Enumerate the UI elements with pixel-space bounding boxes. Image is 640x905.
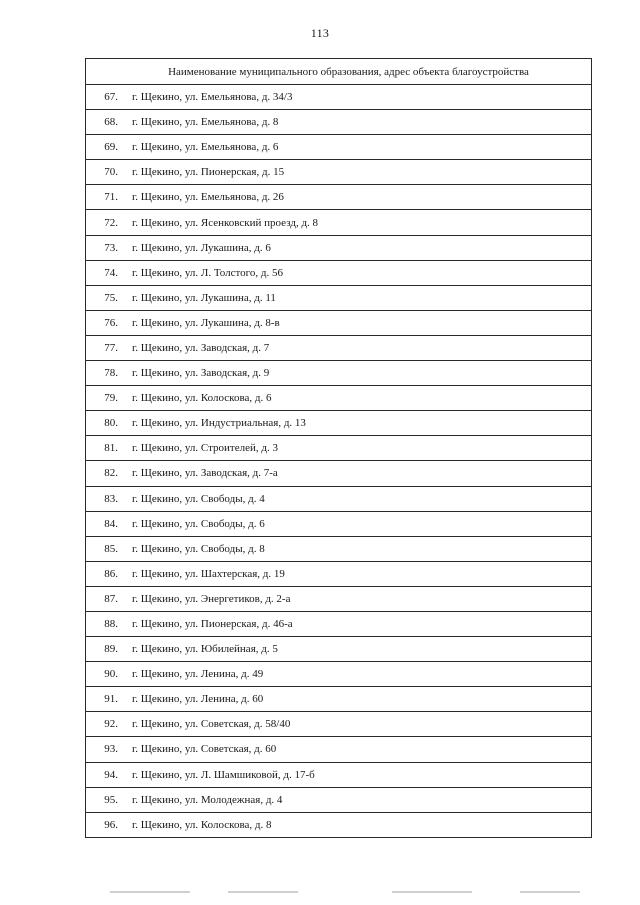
row-number: 84. (104, 517, 118, 530)
table-body (86, 85, 591, 838)
table-row (86, 210, 591, 235)
table-header-label: Наименование муниципального образования, адрес объекта благоустройства (168, 65, 529, 78)
row-address: г. Щекино, ул. Советская, д. 58/40 (132, 718, 291, 731)
row-address: г. Щекино, ул. Л. Шамшиковой, д. 17-б (132, 768, 315, 781)
table-row (86, 763, 591, 788)
row-number: 83. (104, 492, 118, 505)
row-address: г. Щекино, ул. Юбилейная, д. 5 (132, 643, 278, 656)
row-address: г. Щекино, ул. Свободы, д. 6 (132, 517, 265, 530)
table-row (86, 637, 591, 662)
table-row (86, 788, 591, 813)
table-row (86, 160, 591, 185)
table-row (86, 336, 591, 361)
table-row (86, 361, 591, 386)
table-row (86, 135, 591, 160)
row-number: 71. (104, 191, 118, 204)
row-number: 74. (104, 266, 118, 279)
row-address: г. Щекино, ул. Лукашина, д. 6 (132, 241, 271, 254)
row-number: 89. (104, 643, 118, 656)
row-number: 91. (104, 693, 118, 706)
row-number: 78. (104, 367, 118, 380)
row-address: г. Щекино, ул. Колоскова, д. 6 (132, 392, 272, 405)
row-number: 88. (104, 618, 118, 631)
row-address: г. Щекино, ул. Заводская, д. 7 (132, 341, 270, 354)
row-number: 90. (104, 668, 118, 681)
row-address: г. Щекино, ул. Свободы, д. 4 (132, 492, 265, 505)
table-row (86, 662, 591, 687)
table-row (86, 286, 591, 311)
row-address: г. Щекино, ул. Ясенковский проезд, д. 8 (132, 216, 319, 229)
row-address: г. Щекино, ул. Ленина, д. 60 (132, 693, 264, 706)
row-number: 87. (104, 592, 118, 605)
table-row (86, 712, 591, 737)
page-number: 113 (310, 26, 330, 40)
table-row (86, 813, 591, 838)
row-number: 85. (104, 542, 118, 555)
table-header (86, 59, 591, 85)
row-number: 70. (104, 166, 118, 179)
row-number: 80. (104, 417, 118, 430)
table-row (86, 185, 591, 210)
row-address: г. Щекино, ул. Емельянова, д. 26 (132, 191, 284, 204)
row-number: 76. (104, 316, 118, 329)
row-address: г. Щекино, ул. Емельянова, д. 6 (132, 141, 279, 154)
table-row (86, 261, 591, 286)
row-address: г. Щекино, ул. Пионерская, д. 15 (132, 166, 285, 179)
address-table (85, 58, 592, 838)
row-address: г. Щекино, ул. Индустриальная, д. 13 (132, 417, 306, 430)
footer-scan-marks (0, 891, 640, 897)
row-address: г. Щекино, ул. Энергетиков, д. 2-а (132, 592, 291, 605)
row-number: 67. (104, 91, 118, 104)
row-number: 94. (104, 768, 118, 781)
row-address: г. Щекино, ул. Пионерская, д. 46-а (132, 618, 293, 631)
table-row (86, 411, 591, 436)
row-address: г. Щекино, ул. Емельянова, д. 34/3 (132, 91, 293, 104)
row-number: 81. (104, 442, 118, 455)
table-row (86, 587, 591, 612)
row-number: 68. (104, 116, 118, 129)
row-address: г. Щекино, ул. Шахтерская, д. 19 (132, 567, 285, 580)
table-row (86, 110, 591, 135)
row-address: г. Щекино, ул. Лукашина, д. 8-в (132, 316, 280, 329)
row-number: 77. (104, 341, 118, 354)
row-address: г. Щекино, ул. Л. Толстого, д. 56 (132, 266, 283, 279)
row-address: г. Щекино, ул. Заводская, д. 7-а (132, 467, 278, 480)
table-row (86, 687, 591, 712)
table-row (86, 562, 591, 587)
row-address: г. Щекино, ул. Строителей, д. 3 (132, 442, 278, 455)
table-row (86, 386, 591, 411)
row-number: 92. (104, 718, 118, 731)
table-row (86, 612, 591, 637)
row-number: 75. (104, 291, 118, 304)
row-address: г. Щекино, ул. Лукашина, д. 11 (132, 291, 276, 304)
row-number: 73. (104, 241, 118, 254)
row-number: 86. (104, 567, 118, 580)
row-address: г. Щекино, ул. Советская, д. 60 (132, 743, 277, 756)
table-row (86, 512, 591, 537)
row-address: г. Щекино, ул. Ленина, д. 49 (132, 668, 264, 681)
table-row (86, 85, 591, 110)
row-address: г. Щекино, ул. Заводская, д. 9 (132, 367, 270, 380)
table-row (86, 537, 591, 562)
row-address: г. Щекино, ул. Молодежная, д. 4 (132, 793, 283, 806)
table-row (86, 436, 591, 461)
row-address: г. Щекино, ул. Колоскова, д. 8 (132, 818, 272, 831)
row-address: г. Щекино, ул. Свободы, д. 8 (132, 542, 265, 555)
table-row (86, 311, 591, 336)
row-number: 79. (104, 392, 118, 405)
row-number: 72. (104, 216, 118, 229)
row-number: 96. (104, 818, 118, 831)
row-number: 95. (104, 793, 118, 806)
table-row (86, 236, 591, 261)
row-number: 69. (104, 141, 118, 154)
row-address: г. Щекино, ул. Емельянова, д. 8 (132, 116, 279, 129)
table-row (86, 737, 591, 762)
table-row (86, 461, 591, 486)
row-number: 93. (104, 743, 118, 756)
table-row (86, 487, 591, 512)
row-number: 82. (104, 467, 118, 480)
